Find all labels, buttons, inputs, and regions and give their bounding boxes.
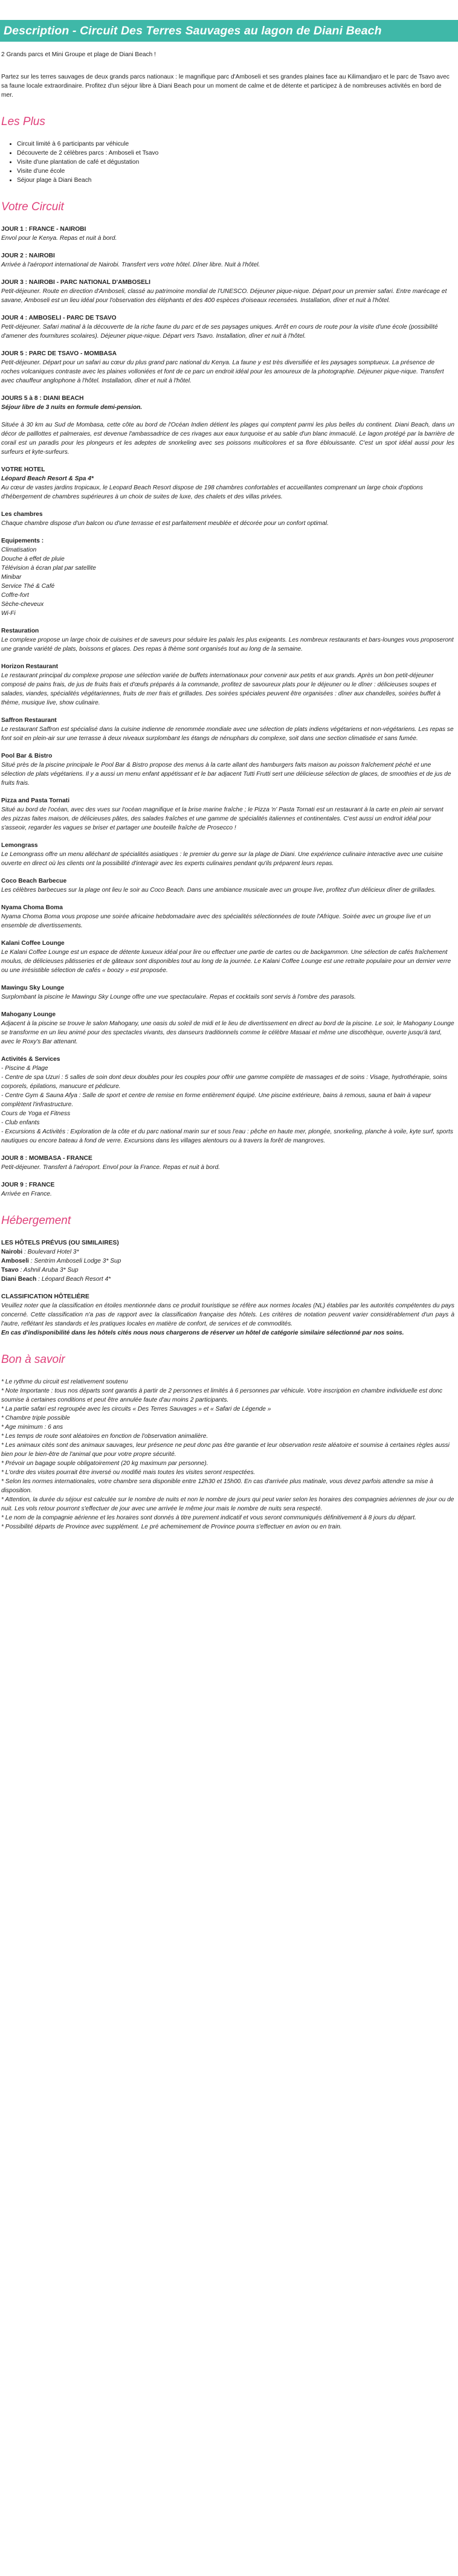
equipment-item: Sèche-cheveux (1, 601, 44, 608)
bon-a-savoir-item: * L'ordre des visites pourrait être inversé ou modifié mais toutes les visites seront respectées. (1, 1469, 256, 1476)
hotel-block (1, 465, 454, 1199)
day-text: Située à 30 km au Sud de Mombasa, cette côte au bord de l'Océan Indien détient les plages qui comptent parmi les plus belles du continent. Diani Beach, dans un décor de palllottes et palmeraies, est devenue l'ambassadrice de ces rivages aux eaux turquoise et au sable d'un blanc immaculé. Le lagon protégé par la barrière de corail est un paradis pour les plongeurs et les adeptes de snorkeling avec ses poissons multicolores et sa flore éblouissante. C'est un spot idéal aussi pour les surfeurs et kyte-surfeurs. (1, 422, 454, 456)
hotel-section-title: Kalani Coffee Lounge (1, 940, 65, 947)
plus-item: • Visite d'une école (17, 167, 454, 176)
day-block (1, 349, 454, 385)
page-title: Description - Circuit Des Terres Sauvages au lagon de Diani Beach (4, 24, 382, 37)
hotel-section (1, 939, 454, 975)
activity-item: - Piscine & Plage (1, 1065, 48, 1072)
hotel-section (1, 877, 454, 895)
hotel-label: VOTRE HOTEL (1, 466, 45, 473)
day-subtitle: Séjour libre de 3 nuits en formule demi-pension. (1, 404, 143, 411)
hotel-section (1, 626, 454, 654)
activity-item: - Excursions & Activités : Exploration de la côte et du parc national marin sur et sous l'eau : pêche en haute mer, plongée, snorkeling, planche à voile, kyte surf, sports nautiques ou encore bateau à fond de verre. Excursions dans les villages alentours ou à travers la forêt de mangroves. (1, 1129, 453, 1144)
day-9-text: Arrivée en France. (1, 1191, 52, 1197)
hotel-section-title: Mahogany Lounge (1, 1011, 56, 1018)
hotel-section-title: Mawingu Sky Lounge (1, 985, 65, 991)
equipment-item: Minibar (1, 574, 22, 581)
plus-item: • Visite d'une plantation de café et dégustation (17, 158, 454, 167)
section-title-circuit: Votre Circuit (1, 201, 64, 213)
hotel-city: Tsavo (1, 1267, 19, 1274)
hotel-sections (1, 626, 454, 1046)
hotel-section-text: Le restaurant principal du complexe propose une sélection variée de buffets internationaux pour convenir aux petits et aux grands. Après un bon petit-déjeuner composé de pains frais, de jus de fruits frais et d'œufs préparés à la commande, profitez de savoureux plats pour le déjeuner ou le dîner : délicieuses soupes et salades, viandes, spécialités végétariennes, fruits de mer frais et grillades. Des soirées spéciales peuvent être organisées : dîner aux chandelles, soirées buffet à thème, musique live, show culinaire. (1, 672, 441, 706)
equipment-item: Télévision à écran plat par satellite (1, 565, 96, 572)
hotel-name: Léopard Beach Resort & Spa 4* (1, 475, 94, 482)
activities-list (1, 1064, 454, 1145)
bon-a-savoir-item: * Le rythme du circuit est relativement soutenu (1, 1379, 128, 1385)
plus-list (1, 140, 454, 185)
description-content (0, 50, 458, 1531)
bon-a-savoir-item: * Les animaux cités sont des animaux sauvages, leur présence ne peut donc pas être garantie et leur observation reste aléatoire et soumise à certaines règles aussi bien pour le bien-être de l'animal que pour votre propre sécurité. (1, 1442, 450, 1458)
hotel-section-title: Nyama Choma Boma (1, 904, 63, 911)
hotel-section-text: Le complexe propose un large choix de cuisines et de saveurs pour séduire les palais les plus exigeants. Les nombreux restaurants et bars-lounges vous proposeront une grande variété de plats, boissons et glaces. Des repas à thème sont organisés tout au long de la semaine. (1, 637, 454, 652)
activity-item: - Club enfants (1, 1119, 40, 1126)
hotel-section (1, 662, 454, 707)
day-block (1, 394, 454, 457)
hotel-section-title: Horizon Restaurant (1, 663, 58, 670)
hotel-description: Au cœur de vastes jardins tropicaux, le Leopard Beach Resort dispose de 198 chambres confortables et accueillantes comprenant un large choix d'options d'hébergement de chambres supérieures à un choix de suites de luxe, des chalets et des villas privées. (1, 485, 423, 500)
plus-item: • Séjour plage à Diani Beach (17, 176, 454, 185)
equipment-list (1, 546, 454, 618)
hotel-section-text: Le Lemongrass offre un menu alléchant de spécialités asiatiques : le premier du genre sur la plage de Diani. Une expérience culinaire interactive avec une cuisine ouverte en direct où les clients ont la possibilité d'interagir avec les experts culinaires pendant qu'ils préparent leurs repas. (1, 851, 443, 867)
bon-a-savoir-list (1, 1377, 454, 1531)
hotel-section-text: Surplombant la piscine le Mawingu Sky Lounge offre une vue spectaculaire. Repas et cocktails sont servis à l'ombre des parasols. (1, 994, 356, 1000)
day-text: Arrivée à l'aéroport international de Nairobi. Transfert vers votre hôtel. Dîner libre. Nuit à l'hôtel. (1, 262, 260, 268)
intro-tagline: 2 Grands parcs et Mini Groupe et plage de Diani Beach ! (1, 51, 156, 58)
day-title: JOUR 1 : FRANCE - NAIROBI (1, 226, 86, 233)
bon-a-savoir-item: * Attention, la durée du séjour est calculée sur le nombre de nuits et non le nombre de jours qui peut varier selon les horaires des compagnies aériennes de jour ou de nuit. Les vols retour pourront s'effectuer de jour avec une arrivée le même jour mais le nombre de nuits sera respecté. (1, 1496, 454, 1512)
hotel-section-title: Pizza and Pasta Tornati (1, 797, 70, 804)
equipment-item: Wi-Fi (1, 610, 16, 617)
bon-a-savoir-item: * Selon les normes internationales, votre chambre sera disponible entre 12h30 et 15h00. En cas d'arrivée plus matinale, vous devez parfois attendre sa mise à disposition. (1, 1478, 433, 1494)
hotel-section-title: Lemongrass (1, 842, 38, 849)
day-8-title: JOUR 8 : MOMBASA - FRANCE (1, 1155, 92, 1162)
classification-title: CLASSIFICATION HÔTELIÈRE (1, 1293, 89, 1300)
rooms-text: Chaque chambre dispose d'un balcon ou d'une terrasse et est parfaitement meublée et décorée pour un confort optimal. (1, 520, 329, 527)
day-title: JOUR 4 : AMBOSELI - PARC DE TSAVO (1, 315, 117, 321)
bon-a-savoir-item: * Les temps de route sont aléatoires en fonction de l'observation animalière. (1, 1433, 208, 1440)
day-text: Petit-déjeuner. Départ pour un safari au cœur du plus grand parc national du Kenya. La faune y est très diversifiée et les paysages somptueux. La présence de roches volcaniques contraste avec les plaines volloniées et font de ce parc un endroit idéal pour les amoureux de la photographie. Déjeuner pique-nique. Transfert avec chauffeur anglophone à l'hôtel. Installation, dîner et nuit à l'hôtel. (1, 359, 444, 384)
hotel-name-entry: : Léopard Beach Resort 4* (36, 1276, 111, 1283)
equipment-title: Equipements : (1, 538, 44, 544)
plus-item: • Circuit limité à 6 participants par véhicule (17, 140, 454, 149)
hotel-name-entry: : Ashnil Aruba 3* Sup (18, 1267, 79, 1274)
equipment-item: Climatisation (1, 547, 37, 553)
hotel-city: Nairobi (1, 1249, 23, 1255)
day-block (1, 278, 454, 305)
hotel-section (1, 903, 454, 930)
equipment-item: Coffre-fort (1, 592, 29, 599)
rooms-title: Les chambres (1, 511, 43, 518)
day-9-title: JOUR 9 : FRANCE (1, 1182, 55, 1188)
bon-a-savoir-item: * Chambre triple possible (1, 1415, 70, 1422)
hotel-section-text: Situé au bord de l'océan, avec des vues sur l'océan magnifique et la brise marine fraîche ; le Pizza 'n' Pasta Tornati est un restaurant à la carte en plein air servant des pizzas faites maison, de délicieuses pâtes, des salades fraîches et une gamme de spécialités italiennes et continentales. C'est aussi un endroit idéal pour s'asseoir, regarder les vagues se briser et partager une bouteille fraîche de Prosecco ! (1, 807, 443, 831)
day-title: JOURS 5 à 8 : DIANI BEACH (1, 395, 84, 402)
bon-a-savoir-item: * Age minimum : 6 ans (1, 1424, 63, 1431)
itinerary (1, 225, 454, 457)
day-title: JOUR 3 : NAIROBI - PARC NATIONAL D'AMBOSELI (1, 279, 150, 286)
classification-note: En cas d'indisponibilité dans les hôtels cités nous nous chargerons de réserver un hôtel de catégorie similaire sélectionné par nos soins. (1, 1330, 404, 1336)
plus-item: • Découverte de 2 célèbres parcs : Amboseli et Tsavo (17, 149, 454, 158)
bon-a-savoir-item: * Note Importante : tous nos départs sont garantis à partir de 2 personnes et limités à 6 personnes par véhicule. Votre inscription en chambre individuelle est donc soumise à certaines conditions et peut être annulée faute d'au moins 2 participants. (1, 1388, 443, 1403)
bon-a-savoir-item: * La partie safari est regroupée avec les circuits « Des Terres Sauvages » et « Safari de Légende » (1, 1406, 271, 1412)
bon-a-savoir-item: * Le nom de la compagnie aérienne et les horaires sont donnés à titre purement indicatif et vous seront communiqués définitivement à 8 jours du départ. (1, 1515, 416, 1521)
hotel-section (1, 841, 454, 868)
hotel-section-text: Le restaurant Saffron est spécialisé dans la cuisine indienne de renommée mondiale avec une sélection de plats indiens végétariens et non-végétariens. Les repas se font soit en plein-air sur une terrasse à deux niveaux surplombant les étangs de nénuphars du complexe, soit dans une section climatisée et sans fumée. (1, 726, 454, 742)
day-block (1, 251, 454, 269)
equipment-item: Douche à effet de pluie (1, 556, 65, 562)
equipment-item: Service Thé & Café (1, 583, 55, 590)
hotel-section-title: Restauration (1, 628, 39, 634)
day-title: JOUR 5 : PARC DE TSAVO - MOMBASA (1, 350, 117, 357)
activity-item: - Centre Gym & Sauna Afya : Salle de sport et centre de remise en forme entièrement équipé. Une piscine extérieure, bains à remous, sauna et bain à vapeur complètent l'infrastructure. (1, 1092, 431, 1108)
hotel-name-entry: : Boulevard Hotel 3* (22, 1249, 79, 1255)
hotel-section-text: Adjacent à la piscine se trouve le salon Mahogany, une oasis du soleil de midi et le lieu de divertissement en direct au bord de la piscine. Le soir, le Mahogany Lounge se transforme en un lieu animé pour des spectacles vivants, des danseurs traditionnels comme le célèbre Masaai et même une discothèque, ouverte jusqu'à tard, avec le Roxy's Bar attenant. (1, 1020, 454, 1045)
hotel-section-title: Pool Bar & Bistro (1, 753, 53, 759)
activities-title: Activités & Services (1, 1056, 60, 1063)
hotel-name-entry: : Sentrim Amboseli Lodge 3* Sup (28, 1258, 121, 1264)
hotel-section-text: Situé près de la piscine principale le Pool Bar & Bistro propose des menus à la carte allant des hamburgers faits maison au poisson fraîchement péché et une sélection de plats végétariens. Il y a aussi un menu enfant appétissant et le bar adjacent Tutti Frutti sert une délicieuse sélection de glaces, de smoothies et de jus de fruits frais. (1, 762, 451, 787)
section-title-hebergement: Hébergement (1, 1214, 71, 1227)
section-title-plus: Les Plus (1, 115, 45, 128)
hotel-section-text: Nyama Choma Boma vous propose une soirée africaine hebdomadaire avec des spécialités sélectionnées de toute l'Afrique. Soirée avec un groupe live et un ensemble de divertissements. (1, 913, 431, 929)
day-block (1, 225, 454, 243)
section-title-bon-a-savoir: Bon à savoir (1, 1353, 65, 1366)
classification-text: Veuillez noter que la classification en étoiles mentionnée dans ce produit touristique se réfère aux normes locales (NL) établies par les autorités compétentes du pays concerné. Cette classification n'a pas de rapport avec la classification française des hôtels. Les critères de notation peuvent varier considérablement d'un pays à l'autre, reflétant les standards et les pratiques locales en matière de confort, de services et de commodités. (1, 1302, 454, 1327)
title-banner (0, 20, 458, 42)
bon-a-savoir-item: * Prévoir un bagage souple obligatoirement (20 kg maximum par personne). (1, 1460, 208, 1467)
hotel-section-title: Coco Beach Barbecue (1, 878, 67, 884)
intro-paragraph: Partez sur les terres sauvages de deux grands parcs nationaux : le magnifique parc d'Amboseli et ses grandes plaines face au Kilimandjaro et le parc de Tsavo avec sa faune locale extraordinaire. Profitez d'un séjour libre à Diani Beach pour un moment de calme et de détente et participez à de nombreuses activités en bord de mer. (1, 74, 450, 98)
hotel-city: Amboseli (1, 1258, 29, 1264)
day-title: JOUR 2 : NAIROBI (1, 253, 55, 259)
hotel-entry (1, 1248, 454, 1257)
activity-item: Cours de Yoga et Fitness (1, 1110, 71, 1117)
day-block (1, 314, 454, 341)
hotel-entry (1, 1275, 454, 1284)
day-8-text: Petit-déjeuner. Transfert à l'aéroport. Envol pour la France. Repas et nuit à bord. (1, 1164, 221, 1171)
activity-item: - Centre de spa Uzuri : 5 salles de soin dont deux doubles pour les couples pour offrir une gamme complète de massages et de soins : Visage, hydrothérapie, soins corporels, épilations, manucure et pédicure. (1, 1074, 448, 1090)
hotel-section (1, 984, 454, 1002)
hotel-section-text: Les célèbres barbecues sur la plage ont lieu le soir au Coco Beach. Dans une ambiance musicale avec un groupe live, profitez d'un délicieux dîner de grillades. (1, 887, 436, 894)
hotel-entry (1, 1266, 454, 1275)
hotel-section (1, 752, 454, 788)
hotel-section (1, 796, 454, 832)
hotels-list (1, 1248, 454, 1284)
hotel-section-text: Le Kalani Coffee Lounge est un espace de détente luxueux idéal pour lire ou effectuer une partie de cartes ou de backgammon. Une sélection de cafés fraîchement moulus, de délicieuses pâtisseries et de gâteaux sont disponibles tout au long de la journée. Le Kalani Coffee Lounge est une retraite populaire pour un dernier verre ou une irrésistible sélection de cafés « boozy » est proposée. (1, 949, 451, 974)
day-text: Petit-déjeuner. Safari matinal à la découverte de la riche faune du parc et de ses paysages uniques. Arrêt en cours de route pour la visite d'une école (possibilité d'amener des fournitures scolaires). Déjeuner pique-nique. Départ vers Tsavo. Installation, dîner et nuit à l'hôtel. (1, 324, 438, 340)
day-text: Petit-déjeuner. Route en direction d'Amboseli, classé au patrimoine mondial de l'UNESCO. Déjeuner pique-nique. Départ pour un premier safari. Entre marécage et savane, Amboseli est un lieu idéal pour l'observation des éléphants et des 400 espèces d'oiseaux recensées. Installation, dîner et nuit à l'hôtel. (1, 288, 447, 304)
hotel-section (1, 1010, 454, 1046)
bon-a-savoir-item: * Possibilité départs de Province avec supplément. Le pré acheminement de Province pourra s'effectuer en avion ou en train. (1, 1524, 342, 1530)
hotel-section (1, 716, 454, 743)
hotels-list-title: LES HÔTELS PRÉVUS (OU SIMILAIRES) (1, 1240, 119, 1246)
hotel-entry (1, 1257, 454, 1266)
hotel-section-title: Saffron Restaurant (1, 717, 57, 724)
hotel-city: Diani Beach (1, 1276, 37, 1283)
day-text: Envol pour le Kenya. Repas et nuit à bord. (1, 235, 117, 242)
